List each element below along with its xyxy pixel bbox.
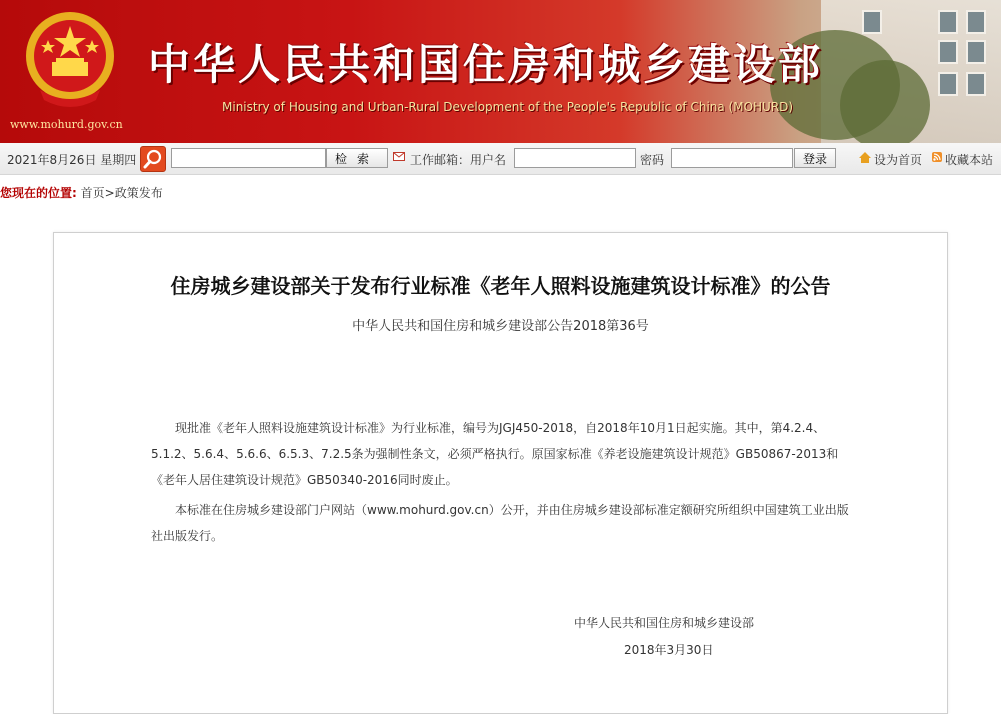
article-paragraph: 现批准《老年人照料设施建筑设计标准》为行业标准，编号为JGJ450-2018，自2018年10月1日起实施。其中，第4.2.4、5.1.2、5.6.4、5.6.6、6.5.3、7.2.5条为强制性条文，必须严格执行。原国家标准《养老设施建筑设计规范》GB50867-2013和《老年人居住建筑设计规范》GB50340-2016同时废止。 bbox=[151, 421, 839, 487]
banner-window bbox=[862, 10, 882, 34]
banner-window bbox=[938, 40, 958, 64]
article-panel bbox=[53, 232, 948, 714]
login-button[interactable]: 登录 bbox=[794, 148, 836, 168]
work-mail-username-label: 工作邮箱：用户名 bbox=[410, 153, 507, 167]
envelope-icon bbox=[393, 152, 405, 161]
search-button[interactable]: 检索 bbox=[326, 148, 388, 168]
password-field[interactable] bbox=[671, 148, 793, 168]
national-emblem-icon bbox=[22, 10, 118, 110]
breadcrumb bbox=[0, 184, 163, 208]
article-title: 住房城乡建设部关于发布行业标准《老年人照料设施建筑设计标准》的公告 bbox=[170, 274, 831, 298]
signature-organization: 中华人民共和国住房和城乡建设部 bbox=[574, 616, 755, 630]
site-url: www.mohurd.gov.cn bbox=[10, 118, 123, 131]
signature-date: 2018年3月30日 bbox=[624, 643, 714, 657]
current-date: 2021年8月26日 星期四 bbox=[7, 153, 137, 167]
password-label: 密码 bbox=[640, 153, 665, 167]
magnifier-glyph bbox=[141, 147, 165, 171]
home-icon bbox=[859, 152, 871, 163]
breadcrumb-separator: > bbox=[104, 186, 115, 200]
article-subtitle: 中华人民共和国住房和城乡建设部公告2018第36号 bbox=[352, 319, 649, 334]
site-title-en: Ministry of Housing and Urban-Rural Development of the People's Republic of China (MOHURD) bbox=[222, 100, 794, 114]
article-paragraph: 本标准在住房城乡建设部门户网站（www.mohurd.gov.cn）公开，并由住房城乡建设部标准定额研究所组织中国建筑工业出版社出版发行。 bbox=[151, 503, 849, 543]
top-toolbar bbox=[0, 143, 1001, 175]
magnifier-icon[interactable] bbox=[140, 146, 166, 172]
breadcrumb-label: 您现在的位置: bbox=[0, 186, 77, 200]
search-input[interactable] bbox=[171, 148, 326, 168]
rss-icon bbox=[932, 152, 942, 162]
site-banner bbox=[0, 0, 1001, 143]
banner-window bbox=[966, 10, 986, 34]
breadcrumb-current[interactable]: 政策发布 bbox=[114, 186, 163, 200]
username-field[interactable] bbox=[514, 148, 636, 168]
set-homepage-link[interactable]: 设为首页 bbox=[874, 153, 923, 167]
banner-tree bbox=[840, 60, 930, 143]
banner-window bbox=[966, 72, 986, 96]
banner-window bbox=[938, 10, 958, 34]
add-favorite-link[interactable]: 收藏本站 bbox=[945, 153, 994, 167]
breadcrumb-home-link[interactable]: 首页 bbox=[80, 186, 105, 200]
banner-window bbox=[938, 72, 958, 96]
banner-window bbox=[966, 40, 986, 64]
site-title-cn: 中华人民共和国住房和城乡建设部 bbox=[148, 40, 824, 89]
